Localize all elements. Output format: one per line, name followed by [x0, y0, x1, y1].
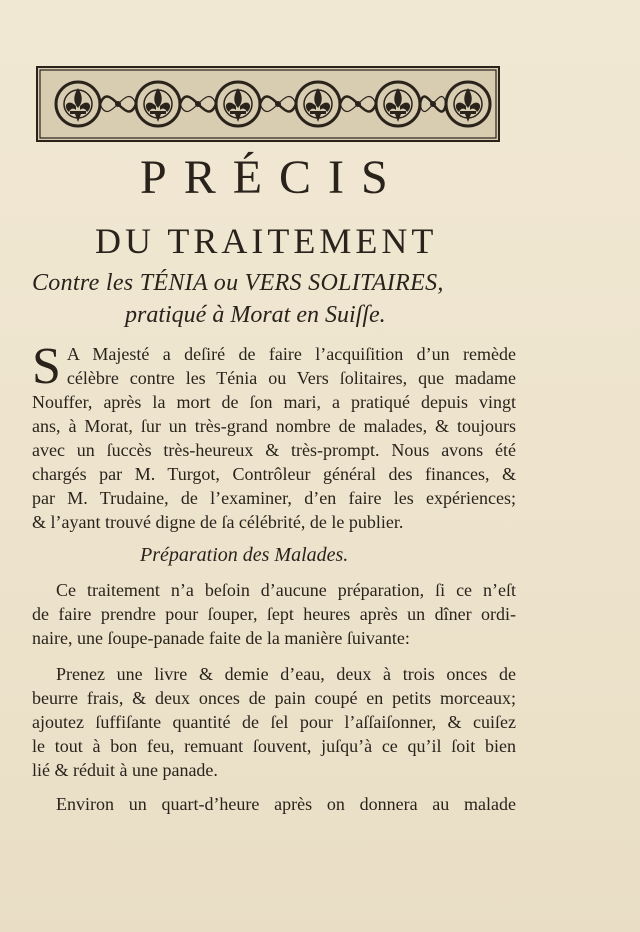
- fleur-de-lis-icon: [66, 88, 90, 112]
- paragraph-recipe: [32, 662, 516, 782]
- scroll-knot: [115, 101, 121, 107]
- title-location: pratiqué à Morat en Suiſſe.: [125, 302, 386, 328]
- fleur-band: [230, 111, 246, 114]
- scroll-knot: [275, 101, 281, 107]
- text-line: Environ un quart-d’heure après on donnera au malade: [56, 794, 516, 814]
- title-du-traitement: DU TRAITEMENT: [95, 221, 438, 261]
- paragraph-introduction: [32, 338, 516, 542]
- headpiece-inner-border: [40, 70, 496, 138]
- fleur-band: [150, 111, 166, 114]
- fleur-band: [390, 111, 406, 114]
- fleur-de-lis-icon: [456, 88, 480, 112]
- text-line: Nouffer, après la mort de ſon mari, a pratiqué depuis vingt: [32, 392, 516, 412]
- text-line: Ce traitement n’a beſoin d’aucune préparation, ſi ce n’eſt: [56, 580, 516, 600]
- scroll-knot: [195, 101, 201, 107]
- text-line: ans, à Morat, ſur un très-grand nombre de malades, & toujours: [32, 416, 516, 436]
- text-line: Prenez une livre & demie d’eau, deux à trois onces de: [56, 664, 516, 684]
- title-subtitle: Contre les TÉNIA ou VERS SOLITAIRES,: [32, 270, 444, 296]
- section-heading: Préparation des Malades.: [140, 544, 349, 566]
- text-line: par M. Trudaine, de l’examiner, d’en faire les expériences;: [32, 488, 516, 508]
- text-line: & l’ayant trouvé digne de ſa célébrité, de le publier.: [32, 512, 404, 532]
- text-line: ajoutez ſuffiſante quantité de ſel pour l’aſſaiſonner, & cuiſez: [32, 712, 516, 732]
- fleur-de-lis-icon: [146, 88, 170, 112]
- fleur-de-lis-icon: [306, 88, 330, 112]
- text-line: avec un ſuccès très-heureux & très-prompt. Nous avons été: [32, 440, 516, 460]
- fleur-de-lis-ornament: [38, 68, 498, 140]
- text-line: lié & réduit à une panade.: [32, 760, 218, 780]
- scroll-knot: [430, 101, 436, 107]
- scroll-knot: [355, 101, 361, 107]
- drop-cap: S: [32, 338, 61, 395]
- fleur-band: [310, 111, 326, 114]
- fleur-de-lis-icon: [226, 88, 250, 112]
- text-line: chargés par M. Turgot, Contrôleur général des finances, &: [32, 464, 516, 484]
- title-precis: PRÉCIS: [140, 151, 405, 204]
- text-line: naire, une ſoupe-panade faite de la manière ſuivante:: [32, 628, 410, 648]
- fleur-band: [70, 111, 86, 114]
- text-line: beurre frais, & deux onces de pain coupé en petits morceaux;: [32, 688, 516, 708]
- paragraph-continuation: [32, 792, 516, 816]
- text-line: célèbre contre les Ténia ou Vers ſolitaires, que madame: [66, 368, 516, 388]
- fleur-de-lis-icon: [386, 88, 410, 112]
- text-line: A Majesté a deſiré de faire l’acquiſition d’un remède: [66, 344, 516, 364]
- text-line: de faire prendre pour ſouper, ſept heures après un dîner ordi-: [32, 604, 516, 624]
- text-line: le tout à bon feu, remuant ſouvent, juſqu’à ce qu’il ſoit bien: [32, 736, 516, 756]
- ornamental-headpiece: [36, 66, 500, 142]
- fleur-band: [460, 111, 476, 114]
- paragraph-preparation: [32, 578, 516, 650]
